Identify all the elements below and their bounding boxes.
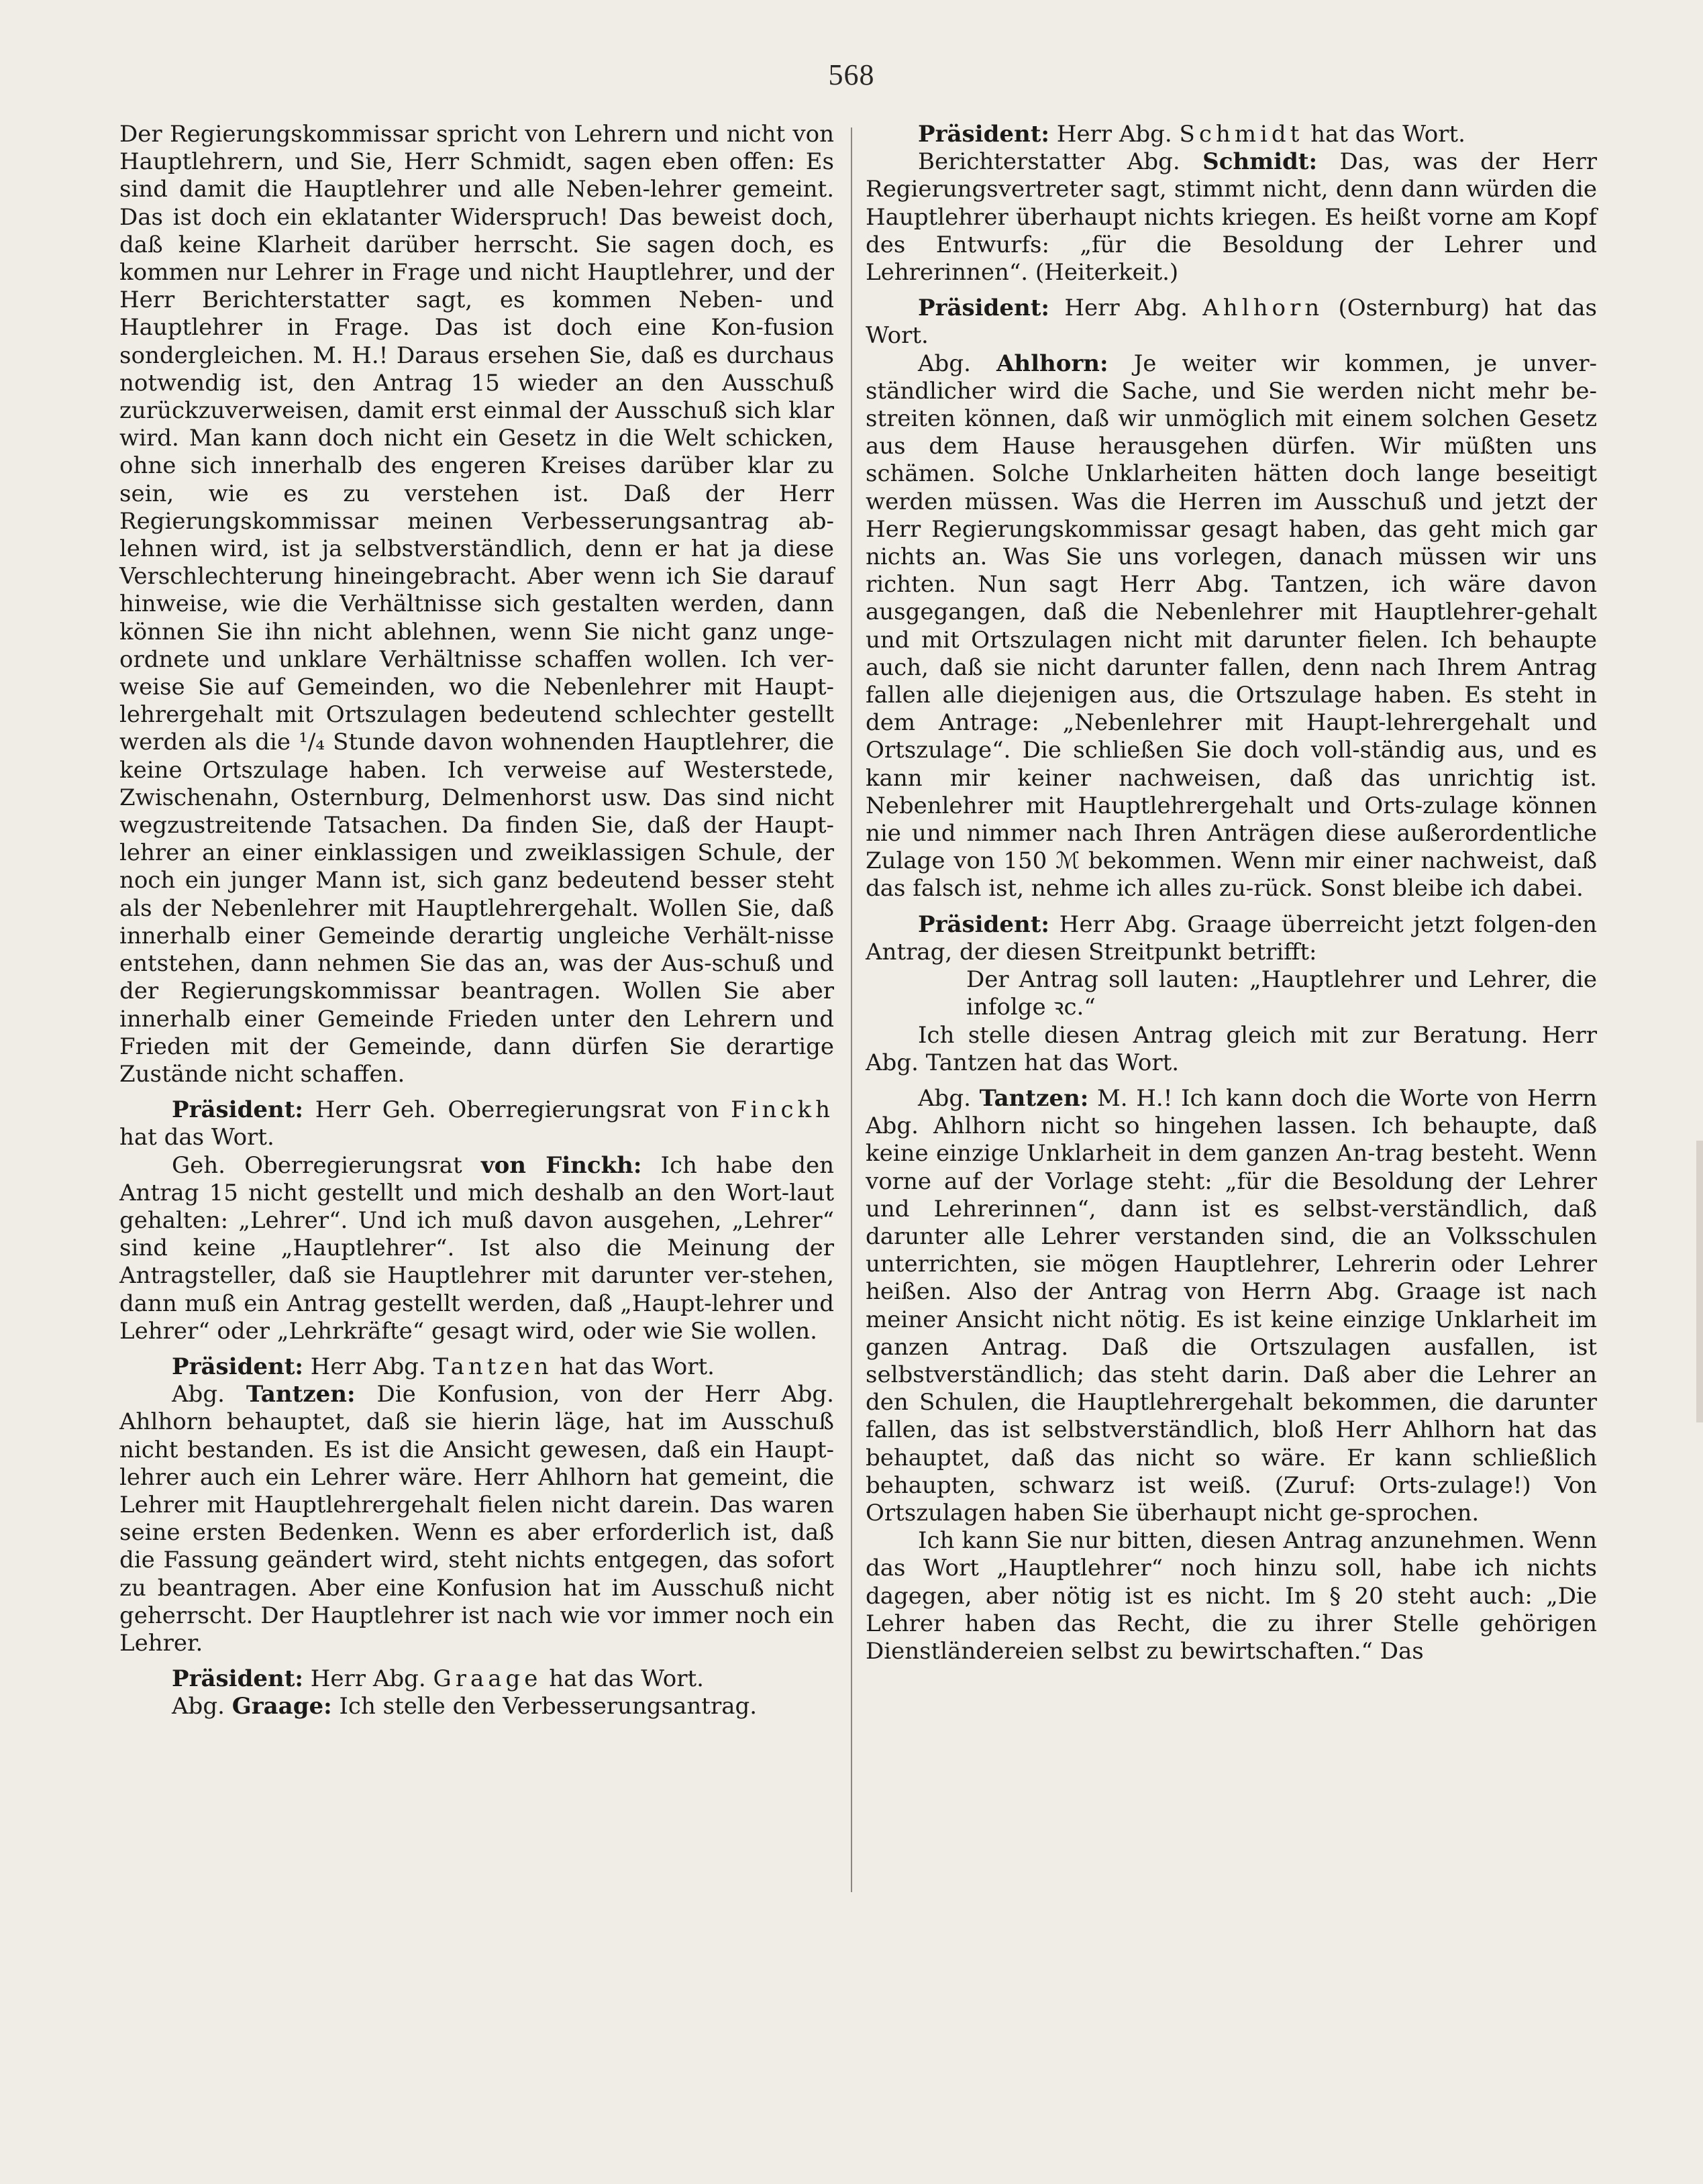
paragraph-text: hat das Wort. [1303,121,1465,148]
paragraph-text: Die Konfusion, von der Herr Abg. Ahlhorn behauptet, daß sie hierin läge, hat im Ausschuß nicht bestanden. Es ist die Ansicht gewesen, daß ein Haupt-lehrer auch ein Lehrer wäre. Herr Ahlhorn hat gemeint, die Lehrer mit Hauptlehrergehalt fielen nicht darein. Das waren seine ersten Bedenken. Wenn es aber erforderlich ist, daß die Fassung geändert wird, steht nichts entgegen, das sofort zu beantragen. Aber eine Konfusion hat im Ausschuß nicht geherrscht. Der Hauptlehrer ist nach wie vor immer noch ein Lehrer. [119,1381,834,1657]
spaced-name: Ahlhorn [1202,295,1324,322]
page-number: 568 [828,58,875,91]
paragraph [866,350,1597,903]
paragraph [119,1152,834,1345]
paragraph-text: Herr Abg. [303,1665,433,1693]
paragraph-text: Herr Geh. Oberregierungsrat von [303,1096,731,1124]
paragraph [119,1381,834,1657]
spaced-name: Finckh [731,1096,834,1124]
paragraph-text: (Osternburg) hat das Wort. [866,295,1597,350]
speaker-label: von Finckh: [480,1151,642,1179]
speaker-prefix: Geh. Oberregierungsrat [172,1151,481,1179]
spaced-name: Schmidt [1179,121,1304,148]
paragraph-text: Das, was der Herr Regierungsvertreter sagt, stimmt nicht, denn dann würden die Hauptlehrer überhaupt nichts kriegen. Es heißt vorne am Kopf des Entwurfs: „für die Besoldung der Lehrer und Lehrerinnen“. (Heiterkeit.) [866,148,1597,287]
paragraph-text: hat das Wort. [552,1353,715,1380]
paragraph-text: Herr Abg. Graage überreicht jetzt folgen-den Antrag, der diesen Streitpunkt betrifft: [866,911,1597,966]
speaker-prefix: Abg. [918,350,996,377]
paragraph: Ich kann Sie nur bitten, diesen Antrag anzunehmen. Wenn das Wort „Hauptlehrer“ noch hinzu soll, habe ich nichts dagegen, aber nötig ist es nicht. Im § 20 steht auch: „Die Lehrer haben das Recht, die zu ihrer Stelle gehörigen Dienstländereien selbst zu bewirtschaften.“ Das [866,1527,1597,1665]
speaker-label: Ahlhorn: [996,350,1108,377]
paragraph [119,1665,834,1693]
speaker-prefix: Abg. [918,1084,980,1112]
paragraph [866,911,1597,966]
paragraph-text: Herr Abg. [303,1353,433,1380]
paragraph [866,148,1597,287]
paragraph-text: Ich stelle den Verbesserungsantrag. [331,1693,758,1720]
speaker-label: Tantzen: [246,1381,356,1408]
paragraph-text: Herr Abg. [1049,295,1203,322]
spaced-name: Tantzen [433,1353,553,1380]
speaker-label: Präsident: [918,121,1049,148]
paragraph-text: Herr Abg. [1049,121,1180,148]
speaker-label: Präsident: [172,1353,303,1380]
paragraph-text: hat das Wort. [541,1665,704,1693]
speaker-label: Präsident: [918,911,1049,938]
column-rule [851,127,852,1892]
speaker-label: Tantzen: [979,1084,1089,1112]
speaker-label: Präsident: [918,295,1049,322]
speaker-prefix: Abg. [172,1381,246,1408]
paragraph [866,295,1597,350]
speaker-label: Präsident: [172,1665,303,1693]
paragraph [866,1085,1597,1527]
right-column [866,121,1597,1665]
paragraph [119,1096,834,1151]
speaker-prefix: Abg. [172,1693,232,1720]
paragraph-text: Je weiter wir kommen, je unver-ständlicher wird die Sache, und Sie werden nicht mehr be-streiten können, daß wir unmöglich mit einem solchen Gesetz aus dem Hause herausgehen dürfen. Wir müßten uns schämen. Solche Unklarheiten hätten doch lange beseitigt werden müssen. Was die Herren im Ausschuß und jetzt der Herr Regierungskommissar gesagt haben, das geht mich gar nichts an. Was Sie uns vorlegen, danach müssen wir uns richten. Nun sagt Herr Abg. Tantzen, ich wäre davon ausgegangen, daß die Nebenlehrer mit Hauptlehrer-gehalt und mit Ortszulagen nicht mit darunter fielen. Ich behaupte auch, daß sie nicht darunter fallen, denn nach Ihrem Antrag fallen alle diejenigen aus, die Ortszulage haben. Es steht in dem Antrage: „Nebenlehrer mit Haupt-lehrergehalt und Ortszulage“. Die schließen Sie doch voll-ständig aus, und es kann mir keiner nachweisen, daß das unrichtig ist. Nebenlehrer mit Hauptlehrergehalt und Orts-zulage können nie und nimmer nach Ihren Anträgen diese außerordentliche Zulage von 150 ℳ bekommen. Wenn mir einer nachweist, daß das falsch ist, nehme ich alles zu-rück. Sonst bleibe ich dabei. [866,350,1597,902]
paragraph-text: M. H.! Ich kann doch die Worte von Herrn Abg. Ahlhorn nicht so hingehen lassen. Ich behaupte, daß keine einzige Unklarheit in dem ganzen An-trag besteht. Wenn vorne auf der Vorlage steht: „für die Besoldung der Lehrer und Lehrerinnen“, dann ist es selbst-verständlich, daß darunter alle Lehrer verstanden sind, die an Volksschulen unterrichten, sie mögen Hauptlehrer, Lehrerin oder Lehrer heißen. Also der Antrag von Herrn Abg. Graage ist nach meiner Ansicht nicht nötig. Es ist keine einzige Unklarheit im ganzen Antrag. Daß die Ortszulagen ausfallen, ist selbstverständlich; das steht darin. Daß aber die Lehrer an den Schulen, die Hauptlehrergehalt bekommen, die darunter fallen, das ist selbstverständlich, bloß Herr Ahlhorn hat das behauptet, daß das nicht so wäre. Er kann schließlich behaupten, schwarz ist weiß. (Zuruf: Orts-zulage!) Von Ortszulagen haben Sie überhaupt nicht ge-sprochen. [866,1084,1597,1526]
paragraph: Ich stelle diesen Antrag gleich mit zur Beratung. Herr Abg. Tantzen hat das Wort. [866,1021,1597,1076]
paragraph: Der Regierungskommissar spricht von Lehrern und nicht von Hauptlehrern, und Sie, Herr Schmidt, sagen eben offen: Es sind damit die Hauptlehrer und alle Neben-lehrer gemeint. Das ist doch ein eklatanter Widerspruch! Das beweist doch, daß keine Klarheit darüber herrscht. Sie sagen doch, es kommen nur Lehrer in Frage und nicht Hauptlehrer, und der Herr Berichterstatter sagt, es kommen Neben- und Hauptlehrer in Frage. Das ist doch eine Kon-fusion sondergleichen. M. H.! Daraus ersehen Sie, daß es durchaus notwendig ist, den Antrag 15 wieder an den Ausschuß zurückzuverweisen, damit erst einmal der Ausschuß sich klar wird. Man kann doch nicht ein Gesetz in die Welt schicken, ohne sich innerhalb des engeren Kreises darüber klar zu sein, wie es zu verstehen ist. Daß der Herr Regierungskommissar meinen Verbesserungsantrag ab-lehnen wird, ist ja selbstverständlich, denn er hat ja diese Verschlechterung hineingebracht. Aber wenn ich Sie darauf hinweise, wie die Verhältnisse sich gestalten werden, dann können Sie ihn nicht ablehnen, wenn Sie nicht ganz unge-ordnete und unklare Verhältnisse schaffen wollen. Ich ver-weise Sie auf Gemeinden, wo die Nebenlehrer mit Haupt-lehrergehalt mit Ortszulagen bedeutend schlechter gestellt werden als die ¹/₄ Stunde davon wohnenden Hauptlehrer, die keine Ortszulage haben. Ich verweise auf Westerstede, Zwischenahn, Osternburg, Delmenhorst usw. Das sind nicht wegzustreitende Tatsachen. Da finden Sie, daß der Haupt-lehrer an einer einklassigen und zweiklassigen Schule, der noch ein junger Mann ist, sich ganz bedeutend besser steht als der Nebenlehrer mit Hauptlehrergehalt. Wollen Sie, daß innerhalb einer Gemeinde derartig ungleiche Verhält-nisse entstehen, dann nehmen Sie das an, was der Aus-schuß und der Regierungskommissar beantragen. Wollen Sie aber innerhalb einer Gemeinde Frieden unter den Lehrern und Frieden mit der Gemeinde, dann dürfen Sie derartige Zustände nicht schaffen. [119,121,834,1088]
page-edge-shadow [1696,1141,1703,1422]
paragraph-text: Ich habe den Antrag 15 nicht gestellt und mich deshalb an den Wort-laut gehalten: „Lehrer“. Und ich muß davon ausgehen, „Lehrer“ sind keine „Hauptlehrer“. Ist also die Meinung der Antragsteller, daß sie Hauptlehrer mit darunter ver-stehen, dann muß ein Antrag gestellt werden, daß „Haupt-lehrer und Lehrer“ oder „Lehrkräfte“ gesagt wird, oder wie Sie wollen. [119,1151,834,1345]
spaced-name: Graage [433,1665,542,1693]
paragraph [119,1353,834,1381]
quoted-motion: Der Antrag soll lauten: „Hauptlehrer und Lehrer, die infolge ꝛc.“ [966,966,1597,1021]
speaker-label: Präsident: [172,1096,303,1124]
speaker-label: Schmidt: [1202,148,1318,176]
speaker-label: Graage: [231,1693,332,1720]
paragraph-text: hat das Wort. [119,1124,274,1151]
left-column [119,121,834,1721]
speaker-prefix: Berichterstatter Abg. [918,148,1203,176]
paragraph [866,121,1597,148]
paragraph [119,1693,834,1720]
